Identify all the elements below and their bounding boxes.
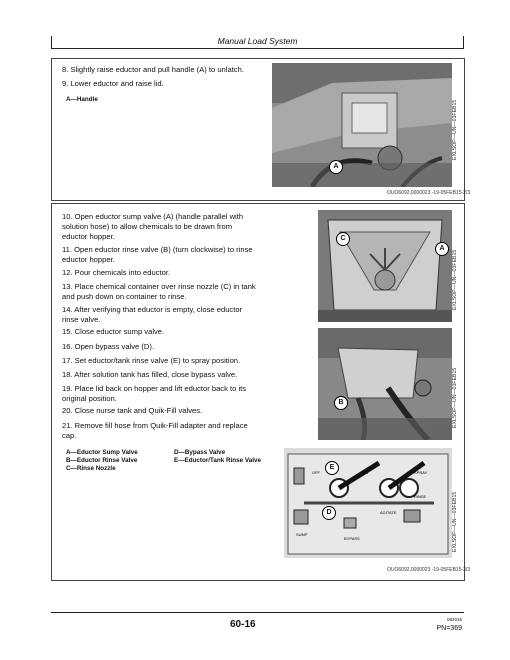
diag-agitate: AGITATE — [380, 510, 397, 515]
step-14: 14. After verifying that eductor is empty, close eductor rinse valve. — [62, 305, 243, 324]
step-16: 16. Open bypass valve (D). — [62, 342, 155, 351]
image-id-1: EXLSOP—UN—03FEB15 — [452, 99, 458, 160]
valve-diagram — [284, 448, 452, 558]
diag-sump: SUMP — [296, 532, 308, 537]
caption-2: OUO6092,0000023 -19-05FEB15-3/3 — [387, 567, 471, 573]
step-21: 21. Remove fill hose from Quik-Fill adapter and replace cap. — [62, 421, 248, 440]
legend-right: D—Bypass Valve E—Eductor/Tank Rinse Valve — [174, 449, 262, 464]
diag-off: OFF — [312, 470, 320, 475]
step-15: 15. Close eductor sump valve. — [62, 327, 165, 336]
legend-handle: A—Handle — [66, 96, 98, 103]
footer-line — [51, 612, 464, 613]
callout-c: C — [336, 232, 350, 246]
step-9: 9. Lower eductor and raise lid. — [62, 79, 164, 88]
step-11: 11. Open eductor rinse valve (B) (turn clockwise) to rinse eductor hopper. — [62, 245, 253, 264]
image-id-2: EXLSOP—UN—03FEB15 — [452, 249, 458, 310]
eductor-handle-photo — [272, 63, 452, 187]
callout-e: E — [325, 461, 339, 475]
step-19: 19. Place lid back on hopper and lift eductor back to its original position. — [62, 384, 247, 403]
step-10: 10. Open eductor sump valve (A) (handle parallel with solution hose) to allow chemicals to be drawn from eductor hopper. — [62, 212, 244, 241]
diag-rinse: RINSE — [414, 494, 427, 499]
page-number: 60-16 — [230, 619, 256, 630]
callout-a-2: A — [435, 242, 449, 256]
footer-date-code: 082015 — [446, 617, 462, 622]
step-13: 13. Place chemical container over rinse nozzle (C) in tank and push down on container to rinse. — [62, 282, 256, 301]
image-id-3: EXLSOP—UN—03FEB15 — [452, 367, 458, 428]
diag-bypass: BYPASS — [344, 536, 360, 541]
diag-spray: SPRAY — [414, 470, 428, 475]
hopper-interior-photo — [318, 210, 452, 322]
header-line — [51, 48, 464, 49]
step-12: 12. Pour chemicals into eductor. — [62, 268, 171, 277]
rinse-valve-photo — [318, 328, 452, 440]
diag-on: ON — [362, 470, 368, 475]
caption-1: OUO6092,0000023 -19-05FEB15-2/3 — [387, 190, 471, 196]
step-18: 18. After solution tank has filled, close bypass valve. — [62, 370, 238, 379]
step-17: 17. Set eductor/tank rinse valve (E) to spray position. — [62, 356, 241, 365]
step-20: 20. Close nurse tank and Quik-Fill valves. — [62, 406, 203, 415]
step-8: 8. Slightly raise eductor and pull handle (A) to unlatch. — [62, 65, 244, 74]
footer-pn: PN=369 — [436, 625, 462, 632]
callout-b: B — [334, 396, 348, 410]
legend-left: A—Eductor Sump Valve B—Eductor Rinse Valve C—Rinse Nozzle — [66, 449, 138, 472]
page-title: Manual Load System — [217, 36, 298, 46]
callout-d: D — [322, 506, 336, 520]
image-id-4: EXLSOP—UN—03FEB15 — [452, 491, 458, 552]
callout-a-1: A — [329, 160, 343, 174]
